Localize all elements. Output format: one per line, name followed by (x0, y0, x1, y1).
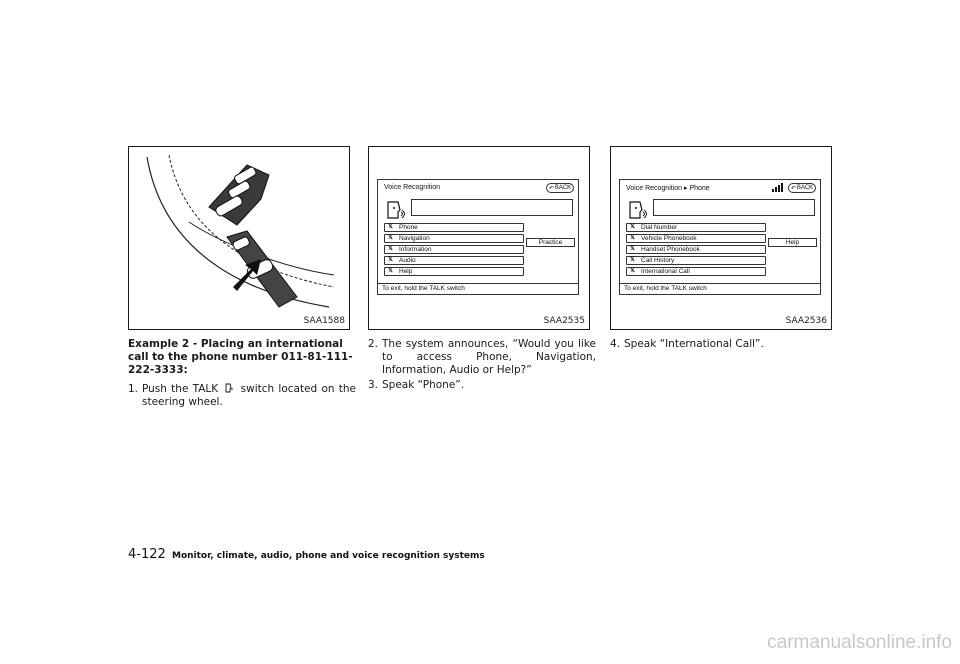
text-column-2 (368, 338, 596, 394)
step-3: 3. Speak “Phone”. (368, 379, 465, 391)
step-4: 4. Speak “International Call”. (610, 338, 764, 350)
help-button[interactable]: Help (768, 238, 817, 247)
command-mic-icon: 𝕏 (388, 224, 393, 230)
example-heading: Example 2 - Placing an international call to the phone number 011-81-111-222-3333: (128, 338, 353, 376)
section-title: Monitor, climate, audio, phone and voice recognition systems (172, 551, 485, 561)
command-mic-icon: 𝕏 (630, 246, 635, 252)
command-mic-icon: 𝕏 (388, 257, 393, 263)
voice-face-icon (384, 200, 406, 222)
talk-switch-icon (224, 383, 234, 393)
voice-recognition-screen (377, 179, 579, 295)
command-item-information[interactable]: 𝕏 Information (384, 245, 524, 254)
command-list (626, 223, 766, 278)
command-item-dial-number[interactable]: 𝕏 Dial Number (626, 223, 766, 232)
steering-wheel-illustration (129, 147, 349, 317)
command-item-international-call[interactable]: 𝕏 International Call (626, 267, 766, 276)
command-mic-icon: 𝕏 (388, 268, 393, 274)
command-mic-icon: 𝕏 (388, 235, 393, 241)
site-watermark: carmanualsonline.info (767, 632, 952, 653)
screen-footer-hint: To exit, hold the TALK switch (378, 283, 578, 294)
speech-display-box (653, 199, 815, 216)
text-column-1 (128, 338, 356, 411)
screen-footer-hint: To exit, hold the TALK switch (620, 283, 820, 294)
command-mic-icon: 𝕏 (630, 224, 635, 230)
speech-display-box (411, 199, 573, 216)
screen-title: Voice Recognition ▸ Phone (626, 185, 710, 192)
step-2: 2. The system announces, “Would you like to access Phone, Navigation, Information, Audio or Help?” (368, 338, 596, 376)
command-item-handset-phonebook[interactable]: 𝕏 Handset Phonebook (626, 245, 766, 254)
command-mic-icon: 𝕏 (630, 257, 635, 263)
screen-title: Voice Recognition (384, 184, 441, 191)
command-mic-icon: 𝕏 (388, 246, 393, 252)
command-item-vehicle-phonebook[interactable]: 𝕏 Vehicle Phonebook (626, 234, 766, 243)
figure-code: SAA2535 (543, 316, 585, 326)
command-mic-icon: 𝕏 (630, 268, 635, 274)
figure-voice-recognition-screen (368, 146, 590, 330)
back-button[interactable]: ↶ BACK (546, 183, 574, 193)
back-arrow-icon: ↶ (548, 185, 554, 192)
back-button[interactable]: ↶ BACK (788, 183, 816, 193)
practice-button[interactable]: Practice (526, 238, 575, 247)
figure-phone-screen (610, 146, 832, 330)
voice-face-icon (626, 200, 648, 222)
command-item-help[interactable]: 𝕏 Help (384, 267, 524, 276)
command-item-navigation[interactable]: 𝕏 Navigation (384, 234, 524, 243)
figure-code: SAA1588 (303, 316, 345, 326)
command-item-phone[interactable]: 𝕏 Phone (384, 223, 524, 232)
figure-steering-wheel (128, 146, 350, 330)
command-mic-icon: 𝕏 (630, 235, 635, 241)
page-number: 4-122 (128, 547, 166, 562)
command-item-audio[interactable]: 𝕏 Audio (384, 256, 524, 265)
step-1: 1. Push the TALK switch located on the steering wheel. (128, 383, 356, 408)
signal-strength-icon (772, 183, 784, 192)
figure-code: SAA2536 (785, 316, 827, 326)
phone-voice-screen (619, 179, 821, 295)
command-list (384, 223, 524, 278)
command-item-call-history[interactable]: 𝕏 Call History (626, 256, 766, 265)
text-column-3 (610, 338, 838, 353)
back-arrow-icon: ↶ (790, 185, 796, 192)
